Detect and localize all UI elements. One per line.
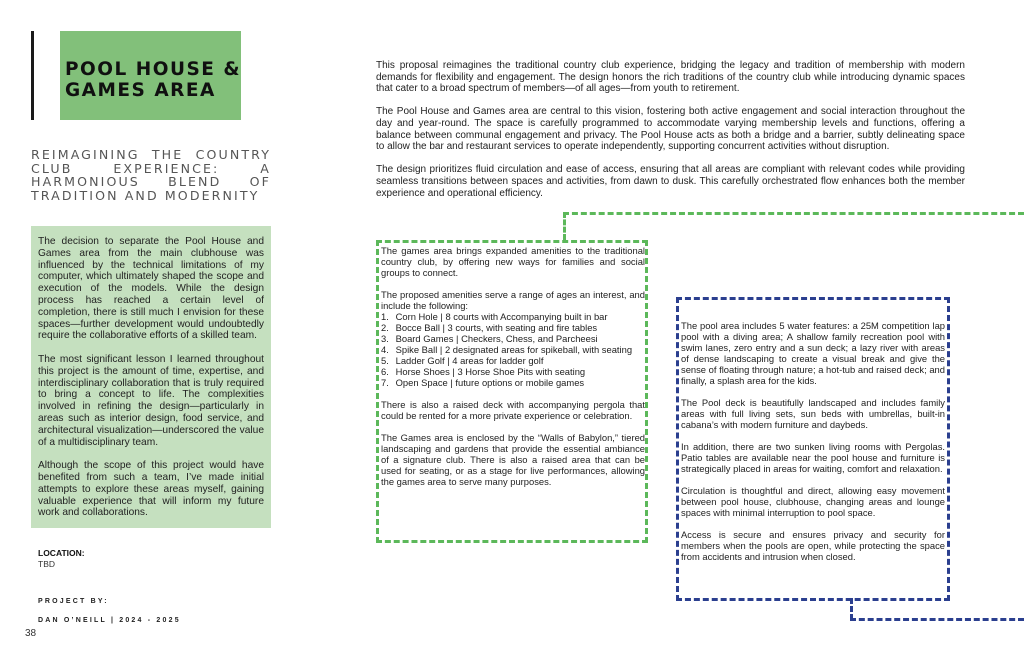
list-item: 7. Open Space | future options or mobile games bbox=[381, 377, 585, 388]
intro-paragraph: The design prioritizes fluid circulation and ease of access, ensuring that all areas are compliant with relevant codes while providing seamless transitions between spaces and activities, from dawn to dusk. This carefully orchestrated flow enhances both the member experience and operational efficiency. bbox=[376, 164, 965, 199]
intro-paragraph: The Pool House and Games area are central to this vision, fostering both active engagement and social interaction throughout the day and year-round. The space is carefully programmed to accommodate varying membership levels and functions, offering a balance between communal engagement and privacy. The Pool House acts as both a bridge and a barrier, subtly delineating space to allow the bar and restaurant services to operate independently, supporting concurrent activities without disruption. bbox=[376, 106, 965, 153]
games-frame-right bbox=[645, 240, 648, 543]
pool-paragraph: The pool area includes 5 water features: a 25M competition lap pool with a diving area; A shallow family recreation pool with swim lanes, zero entry and a sun deck; a lazy river with areas of dense landscaping to create a visual break and give the sense of floating through nature; a hot-tub and raised deck; and finally, a splash area for the kids. bbox=[681, 320, 945, 386]
pool-frame-bottom-extension bbox=[850, 618, 1024, 621]
intro-paragraph: This proposal reimagines the traditional country club experience, bridging the legacy and tradition of membership with modern demands for flexibility and engagement. The design honors the rich traditions of the country club while introducing dynamic spaces that cater to a broad spectrum of members—of all ages—from youth to retirement. bbox=[376, 60, 965, 95]
sidebar-paragraph: Although the scope of this project would have benefited from such a team, I’ve made initial attempts to explore these areas myself, gaining valuable experience that will inform my future work and collaborations. bbox=[38, 460, 264, 519]
games-paragraph: The Games area is enclosed by the “Walls of Babylon,” tiered landscaping and gardens that provide the essential ambiance of a signature club. There is also a raised area that can be used for seating, or as a stage for live performances, allowing the games area to serve many purposes. bbox=[381, 432, 645, 487]
games-paragraph: The games area brings expanded amenities to the traditional country club, by offering new ways for families and social groups to connect. bbox=[381, 245, 645, 278]
reflection-sidebar bbox=[31, 226, 271, 528]
page-number: 38 bbox=[25, 628, 37, 639]
pool-frame-left bbox=[676, 297, 679, 601]
title-block bbox=[60, 31, 241, 120]
pool-frame-connector bbox=[850, 598, 853, 620]
pool-paragraph: The Pool deck is beautifully landscaped and includes family areas with full living sets, sun beds with umbrellas, built-in cabana’s with modern furniture and daybeds. bbox=[681, 397, 945, 430]
page-title: POOL HOUSE & GAMES AREA bbox=[65, 59, 242, 101]
sidebar-paragraph: The decision to separate the Pool House and Games area from the main clubhouse was influenced by the technical limitations of my computer, which ultimately shaped the scope and execution of the models. While the design process has reached a certain level of completion, there is still much I envision for these spaces—further development would undoubtedly require the collaborative efforts of a skilled team. bbox=[38, 236, 264, 342]
page-subtitle: REIMAGINING THE COUNTRY CLUB EXPERIENCE: A HARMONIOUS BLEND OF TRADITION AND MODERNITY bbox=[31, 147, 271, 203]
pool-paragraph: In addition, there are two sunken living rooms with Pergolas. Patio tables are available near the pool house and furniture is strategically placed in areas for waiting, comfort and relaxation. bbox=[681, 441, 945, 474]
games-frame-top bbox=[376, 240, 648, 243]
pool-area-section bbox=[681, 320, 945, 573]
intro-text bbox=[376, 60, 965, 211]
list-item: 3. Board Games | Checkers, Chess, and Parcheesi bbox=[381, 333, 598, 344]
games-frame-top-extension bbox=[563, 212, 1024, 215]
games-frame-connector bbox=[563, 212, 566, 240]
list-item: 2. Bocce Ball | 3 courts, with seating and fire tables bbox=[381, 322, 598, 333]
pool-frame-bottom bbox=[676, 598, 950, 601]
location-value: TBD bbox=[38, 559, 55, 569]
pool-frame-right bbox=[947, 297, 950, 601]
list-item: 6. Horse Shoes | 3 Horse Shoe Pits with seating bbox=[381, 366, 586, 377]
amenities-list bbox=[381, 311, 645, 388]
title-accent-bar bbox=[31, 31, 34, 120]
project-by-label: PROJECT BY: bbox=[38, 598, 109, 605]
pool-frame-top bbox=[676, 297, 950, 300]
pool-paragraph: Circulation is thoughtful and direct, allowing easy movement between pool house, clubhouse, changing areas and lounge spaces with minimal interruption to pool space. bbox=[681, 485, 945, 518]
project-by-value: DAN O’NEILL | 2024 - 2025 bbox=[38, 617, 181, 624]
games-frame-left bbox=[376, 240, 379, 543]
list-item: 4. Spike Ball | 2 designated areas for spikeball, with seating bbox=[381, 344, 633, 355]
games-paragraph: The proposed amenities serve a range of ages an interest, and include the following: bbox=[381, 289, 645, 311]
sidebar-paragraph: The most significant lesson I learned throughout this project is the amount of time, expertise, and interdisciplinary collaboration that is truly required to bring a concept to life. The complexities involved in refining the design—particularly in areas such as interior design, food service, and architectural visualization—underscored the value of a multidisciplinary team. bbox=[38, 353, 264, 448]
list-item: 5. Ladder Golf | 4 areas for ladder golf bbox=[381, 355, 544, 366]
location-label: LOCATION: bbox=[38, 548, 85, 558]
games-frame-bottom bbox=[376, 540, 648, 543]
games-paragraph: There is also a raised deck with accompanying pergola that could be rented for a more private experience or celebration. bbox=[381, 399, 645, 421]
games-area-section bbox=[381, 245, 645, 498]
pool-paragraph: Access is secure and ensures privacy and security for members when the pools are open, while protecting the space from accidents and intrusion when closed. bbox=[681, 529, 945, 562]
list-item: 1. Corn Hole | 8 courts with Accompanying built in bar bbox=[381, 311, 608, 322]
